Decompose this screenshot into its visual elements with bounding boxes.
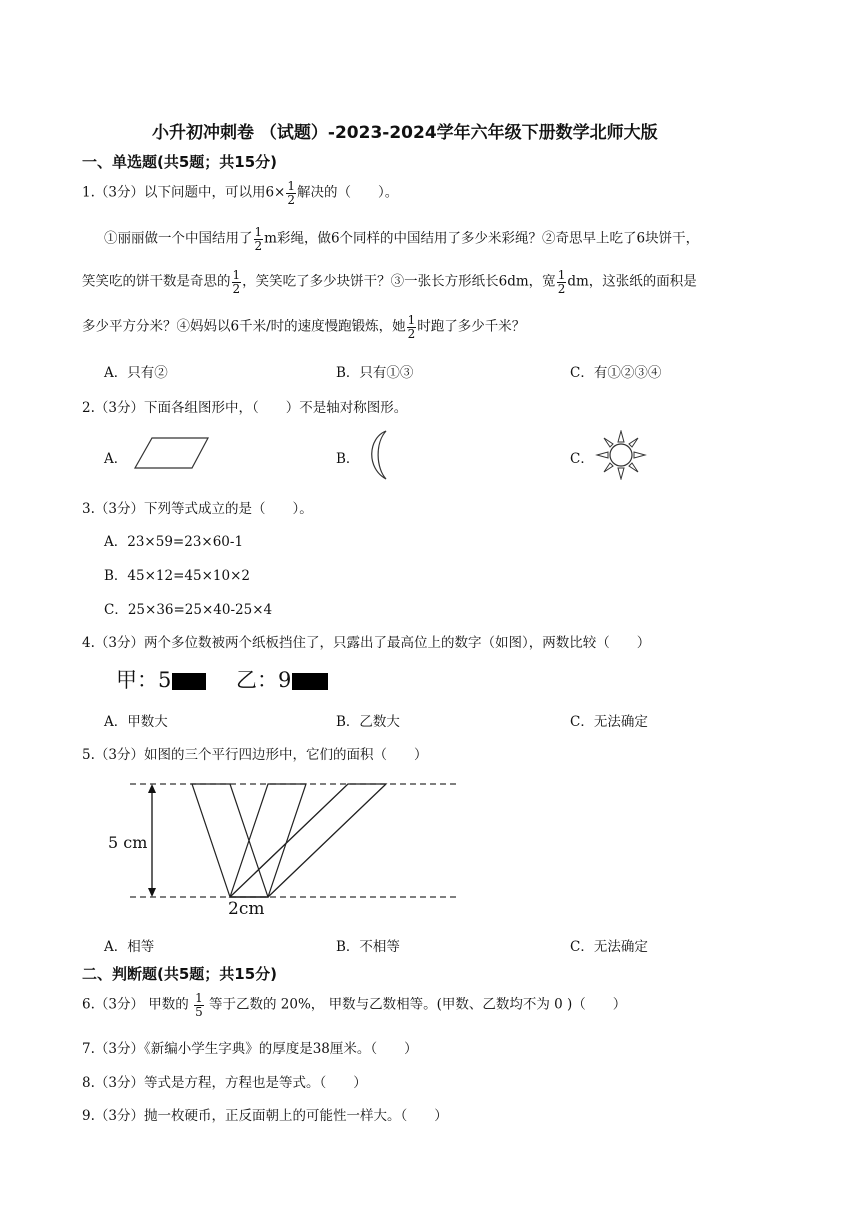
q5-option-a[interactable]: A．相等 bbox=[104, 939, 155, 955]
parallelogram-icon bbox=[132, 436, 212, 472]
fraction-denominator: 2 bbox=[232, 281, 241, 296]
q1-option-c[interactable]: C．有①②③④ bbox=[570, 365, 662, 381]
fraction-denominator: 5 bbox=[195, 1004, 203, 1019]
question-1-line-1 bbox=[104, 226, 699, 252]
q3-option-b[interactable]: B．45×12=45×10×2 bbox=[104, 568, 250, 584]
question-1-line-2 bbox=[82, 269, 697, 295]
q1-line3-b: 时跑了多少千米？ bbox=[417, 318, 526, 335]
fraction-numerator: 1 bbox=[195, 991, 203, 1005]
fraction-numerator: 1 bbox=[254, 225, 263, 239]
fraction-denominator: 2 bbox=[287, 192, 296, 207]
fraction bbox=[407, 314, 417, 340]
q1-option-a[interactable]: A．只有② bbox=[104, 365, 168, 381]
question-8: 8.（3分）等式是方程，方程也是等式。（ ） bbox=[82, 1075, 367, 1091]
question-3-stem: 3.（3分）下列等式成立的是（ ）。 bbox=[82, 501, 313, 517]
fraction-numerator: 1 bbox=[557, 268, 566, 282]
cover-board bbox=[292, 673, 328, 690]
question-9: 9.（3分）抛一枚硬币，正反面朝上的可能性一样大。（ ） bbox=[82, 1108, 448, 1124]
fraction bbox=[286, 180, 296, 206]
fraction bbox=[254, 226, 264, 252]
height-label: 5 cm bbox=[108, 833, 148, 852]
fraction-denominator: 2 bbox=[557, 281, 566, 296]
crescent-icon bbox=[362, 428, 398, 482]
fraction bbox=[557, 269, 567, 295]
q5-option-c[interactable]: C．无法确定 bbox=[570, 939, 648, 955]
page-title: 小升初冲刺卷 （试题）-2023-2024学年六年级下册数学北师大版 bbox=[152, 123, 658, 143]
fraction-denominator: 2 bbox=[254, 238, 263, 253]
fraction-numerator: 1 bbox=[287, 179, 296, 193]
q3-option-c[interactable]: C．25×36=25×40-25×4 bbox=[104, 602, 273, 618]
question-4-stem: 4.（3分）两个多位数被两个纸板挡住了，只露出了最高位上的数字（如图），两数比较（ ） bbox=[82, 635, 651, 651]
q4-option-a[interactable]: A．甲数大 bbox=[104, 714, 168, 730]
cover-board bbox=[172, 673, 206, 690]
sun-icon bbox=[595, 430, 647, 480]
q1-line3-a: 多少平方分米？④妈妈以6千米/时的速度慢跑锻炼，她 bbox=[82, 318, 406, 335]
fraction bbox=[194, 992, 204, 1018]
q6-text-a: 6.（3分） 甲数的 bbox=[82, 996, 189, 1013]
question-2-stem: 2.（3分）下面各组图形中，（ ）不是轴对称图形。 bbox=[82, 400, 408, 416]
question-7: 7.（3分）《新编小学生字典》的厚度是38厘米。（ ） bbox=[82, 1041, 418, 1057]
fraction-numerator: 1 bbox=[232, 268, 241, 282]
q1-line2-c: dm，这张纸的面积是 bbox=[567, 273, 697, 290]
q1-line2-a: 笑笑吃的饼干数是奇思的 bbox=[82, 273, 231, 290]
question-1-line-3 bbox=[82, 314, 525, 340]
q6-text-b: 等于乙数的 20%， 甲数与乙数相等。(甲数、乙数均不为 0 )（ ） bbox=[209, 996, 627, 1013]
section-heading-single-choice: 一、单选题(共5题；共15分) bbox=[82, 153, 278, 171]
question-6 bbox=[82, 992, 626, 1018]
q4-option-c[interactable]: C．无法确定 bbox=[570, 714, 648, 730]
base-label: 2cm bbox=[228, 899, 265, 919]
q1-line1-b: m彩绳，做6个同样的中国结用了多少米彩绳？②奇思早上吃了6块饼干， bbox=[264, 230, 700, 247]
q2-option-c[interactable]: C． bbox=[570, 451, 594, 467]
q2-option-a[interactable]: A． bbox=[104, 451, 128, 467]
fraction bbox=[232, 269, 242, 295]
q1-option-b[interactable]: B．只有①③ bbox=[336, 365, 414, 381]
number-b-label: 乙：9 bbox=[236, 668, 292, 692]
number-a-figure bbox=[116, 664, 206, 694]
q2-option-b[interactable]: B． bbox=[336, 451, 360, 467]
number-b-figure bbox=[236, 664, 328, 694]
number-a-label: 甲：5 bbox=[116, 668, 172, 692]
section-heading-true-false: 二、判断题(共5题；共15分) bbox=[82, 965, 278, 983]
parallelograms-figure bbox=[100, 774, 470, 924]
question-1-stem-text-end: 解决的（ ）。 bbox=[297, 184, 399, 201]
q5-option-b[interactable]: B．不相等 bbox=[336, 939, 400, 955]
q4-option-b[interactable]: B．乙数大 bbox=[336, 714, 400, 730]
q1-line2-b: ，笑笑吃了多少块饼干？③一张长方形纸长6dm，宽 bbox=[242, 273, 556, 290]
question-1-stem bbox=[82, 180, 398, 206]
question-1-stem-text: 1.（3分）以下问题中，可以用6× bbox=[82, 184, 286, 201]
fraction-denominator: 2 bbox=[407, 326, 416, 341]
q1-line1-a: ①丽丽做一个中国结用了 bbox=[104, 230, 253, 247]
q3-option-a[interactable]: A．23×59=23×60-1 bbox=[104, 534, 244, 550]
question-5-stem: 5.（3分）如图的三个平行四边形中，它们的面积（ ） bbox=[82, 747, 428, 763]
fraction-numerator: 1 bbox=[407, 313, 416, 327]
